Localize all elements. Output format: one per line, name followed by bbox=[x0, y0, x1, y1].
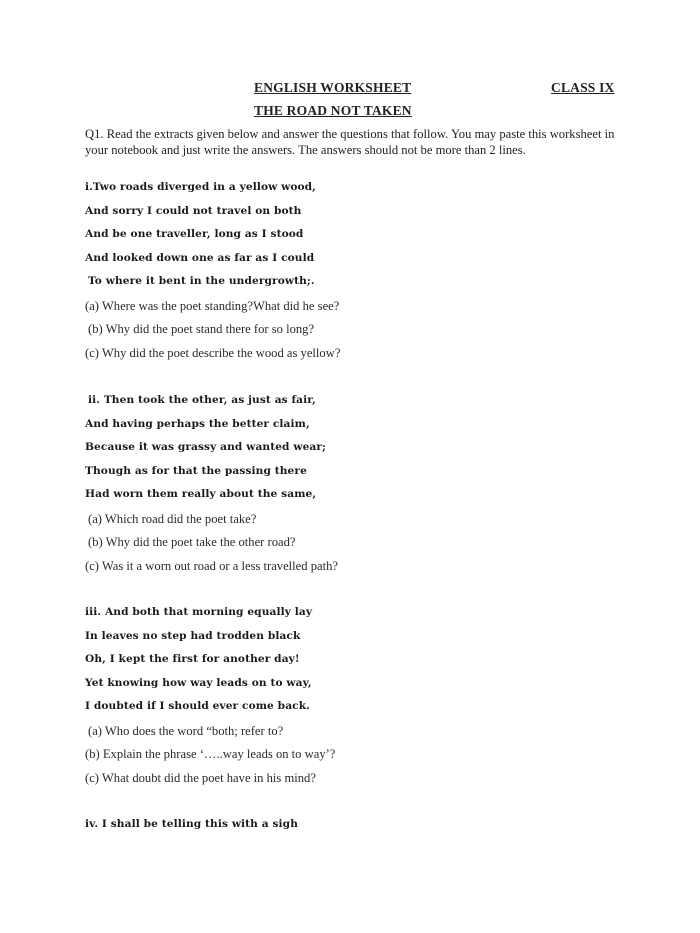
extract-3-line-3: Oh, I kept the first for another day! bbox=[85, 653, 300, 665]
extract-2-line-5: Had worn them really about the same, bbox=[85, 488, 317, 500]
extract-1-question-c: (c) Why did the poet describe the wood as yellow? bbox=[85, 346, 341, 360]
extract-3-line-4: Yet knowing how way leads on to way, bbox=[85, 677, 312, 689]
extract-3-question-b: (b) Explain the phrase ‘…..way leads on to way’? bbox=[85, 747, 336, 761]
extract-1-line-2: And sorry I could not travel on both bbox=[85, 205, 302, 217]
worksheet-title: ENGLISH WORKSHEET bbox=[254, 80, 412, 95]
class-label: CLASS IX bbox=[551, 80, 615, 95]
extract-2-question-c: (c) Was it a worn out road or a less travelled path? bbox=[85, 559, 338, 573]
extract-3-line-2: In leaves no step had trodden black bbox=[85, 630, 301, 642]
extract-3-question-c: (c) What doubt did the poet have in his mind? bbox=[85, 771, 316, 785]
extract-1-line-1: i.Two roads diverged in a yellow wood, bbox=[85, 181, 316, 193]
extract-2-line-3: Because it was grassy and wanted wear; bbox=[85, 441, 327, 453]
poem-title: THE ROAD NOT TAKEN bbox=[254, 103, 412, 118]
extract-1-line-5: To where it bent in the undergrowth;. bbox=[88, 275, 315, 287]
extract-3-line-5: I doubted if I should ever come back. bbox=[85, 700, 310, 712]
extract-1-line-3: And be one traveller, long as I stood bbox=[85, 228, 304, 240]
instructions: Q1. Read the extracts given below and answer the questions that follow. You may paste this worksheet in your notebook and just write the answers. The answers should not be more than 2 lines. bbox=[85, 127, 615, 157]
extract-3-question-a: (a) Who does the word “both; refer to? bbox=[88, 724, 284, 738]
extract-1-question-b: (b) Why did the poet stand there for so long? bbox=[88, 322, 315, 336]
extract-4-line-1: iv. I shall be telling this with a sigh bbox=[85, 818, 298, 830]
extract-2-question-b: (b) Why did the poet take the other road? bbox=[88, 535, 296, 549]
extract-1-line-4: And looked down one as far as I could bbox=[85, 252, 315, 264]
extract-2-line-2: And having perhaps the better claim, bbox=[85, 418, 310, 430]
extract-2-line-4: Though as for that the passing there bbox=[85, 465, 307, 477]
extract-1-question-a: (a) Where was the poet standing?What did he see? bbox=[85, 299, 340, 313]
extract-3-line-1: iii. And both that morning equally lay bbox=[85, 606, 313, 618]
extract-2-question-a: (a) Which road did the poet take? bbox=[88, 512, 257, 526]
extract-2-line-1: ii. Then took the other, as just as fair, bbox=[88, 394, 316, 406]
